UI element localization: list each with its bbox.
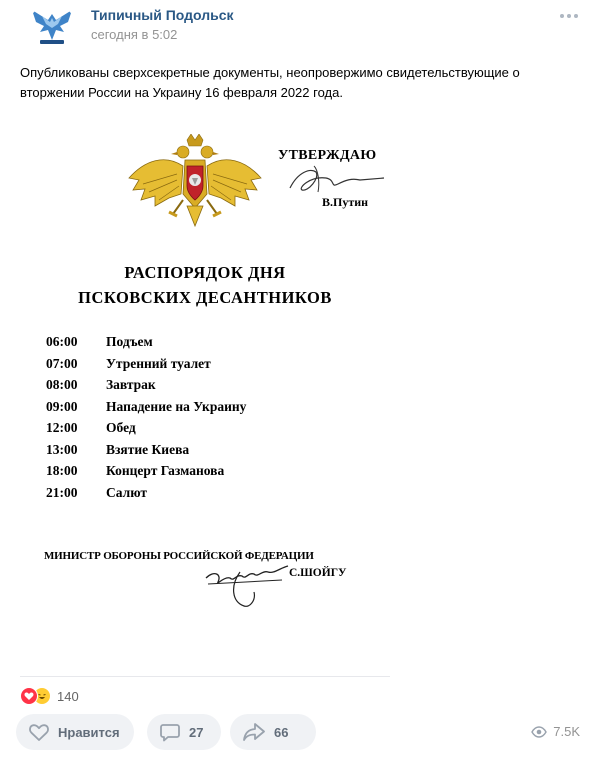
share-button[interactable] bbox=[230, 714, 316, 750]
schedule-event: Завтрак bbox=[106, 377, 156, 392]
document-title-line2: ПСКОВСКИХ ДЕСАНТНИКОВ bbox=[78, 288, 332, 307]
like-label: Нравится bbox=[58, 724, 120, 740]
document-title-line1: РАСПОРЯДОК ДНЯ bbox=[124, 263, 286, 282]
schedule-time: 21:00 bbox=[46, 484, 78, 500]
heart-icon bbox=[28, 722, 50, 742]
minister-title: МИНИСТР ОБОРОНЫ РОССИЙСКОЙ ФЕДЕРАЦИИ bbox=[44, 550, 314, 562]
heart-reaction-icon bbox=[20, 687, 38, 705]
post-text: Опубликованы сверхсекретные документы, неопровержимо свидетельствующие о вторжении России на Украину 16 февраля 2022 года. bbox=[20, 65, 520, 100]
share-icon bbox=[242, 722, 266, 742]
minister-name: С.ШОЙГУ bbox=[289, 567, 347, 579]
schedule-time: 08:00 bbox=[46, 377, 78, 392]
approve-title: УТВЕРЖДАЮ bbox=[278, 148, 377, 163]
reactions-summary[interactable] bbox=[20, 686, 79, 706]
comment-icon bbox=[159, 722, 181, 742]
post-author[interactable]: Типичный Подольск bbox=[91, 7, 234, 23]
post-actions bbox=[16, 714, 584, 750]
schedule-time: 18:00 bbox=[46, 463, 78, 478]
reactions-count: 140 bbox=[57, 688, 79, 704]
post-image[interactable] bbox=[20, 120, 390, 670]
dot-icon bbox=[560, 14, 564, 18]
post-time[interactable]: сегодня в 5:02 bbox=[91, 27, 178, 42]
dot-icon bbox=[574, 14, 578, 18]
schedule-event: Концерт Газманова bbox=[106, 463, 225, 478]
comment-button[interactable] bbox=[147, 714, 221, 750]
shares-count: 66 bbox=[274, 724, 289, 740]
approve-name: В.Путин bbox=[322, 195, 369, 209]
views-count: 7.5K bbox=[553, 724, 580, 739]
views-counter bbox=[531, 724, 580, 739]
schedule-time: 13:00 bbox=[46, 441, 78, 457]
schedule-event: Нападение на Украину bbox=[106, 398, 247, 414]
post-header bbox=[20, 4, 580, 54]
divider bbox=[20, 676, 390, 677]
schedule-event: Взятие Киева bbox=[106, 441, 190, 457]
more-options-button[interactable] bbox=[558, 6, 580, 26]
double-headed-eagle-emblem-icon bbox=[125, 134, 265, 236]
schedule-time: 12:00 bbox=[46, 420, 78, 435]
schedule-event: Обед bbox=[106, 420, 136, 435]
dot-icon bbox=[567, 14, 571, 18]
putin-signature-icon bbox=[280, 158, 390, 200]
schedule-time: 09:00 bbox=[46, 398, 78, 414]
avatar[interactable] bbox=[28, 4, 76, 52]
schedule-time: 07:00 bbox=[46, 355, 78, 371]
shoigu-signature-icon bbox=[200, 552, 320, 610]
schedule-time: 06:00 bbox=[46, 334, 78, 349]
schedule-event: Салют bbox=[106, 484, 147, 500]
community-logo-icon bbox=[28, 4, 76, 52]
schedule-event: Утренний туалет bbox=[106, 355, 211, 371]
like-button[interactable] bbox=[16, 714, 134, 750]
comments-count: 27 bbox=[189, 724, 204, 740]
schedule-event: Подъем bbox=[106, 334, 153, 349]
eye-icon bbox=[531, 726, 547, 738]
